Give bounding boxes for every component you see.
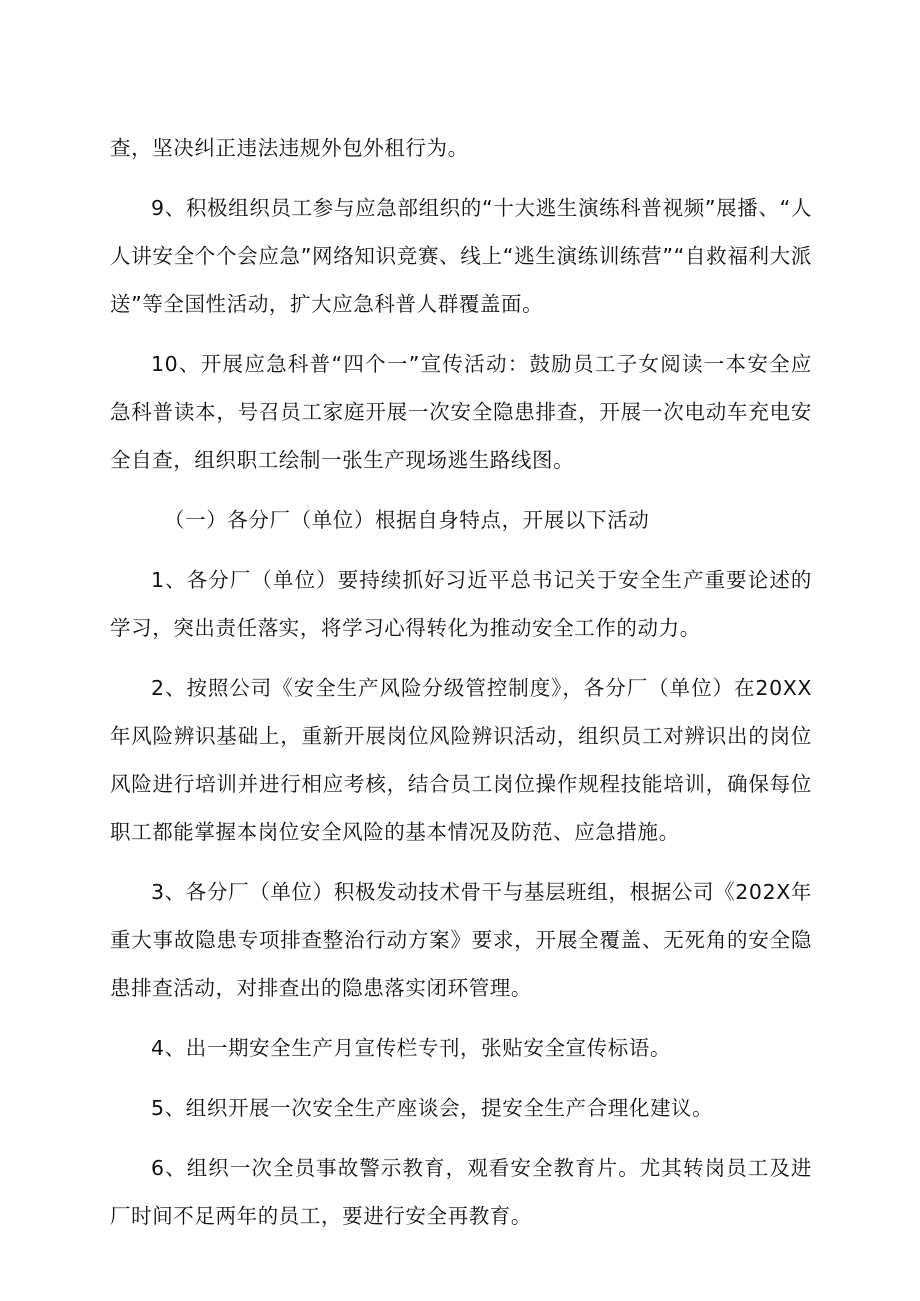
paragraph-sub-item-4: 4、出一期安全生产月宣传栏专刊，张贴安全宣传标语。 — [151, 1036, 672, 1060]
paragraph-item-9: 9、积极组织员工参与应急部组织的“十大逃生演练科普视频”展播、“人人讲安全个个会应急”网络知识竞赛、线上“逃生演练训练营”“自救福利大派送”等全国性活动，扩大应急科普人群覆盖面。 — [110, 196, 812, 316]
paragraph-sub-item-2: 2、按照公司《安全生产风险分级管控制度》，各分厂（单位）在20XX年风险辨识基础上，重新开展岗位风险辨识活动，组织员工对辨识出的岗位风险进行培训并进行相应考核，结合员工岗位操作规程技能培训，确保每位职工都能掌握本岗位安全风险的基本情况及防范、应急措施。 — [110, 676, 812, 844]
paragraph-sub-item-1: 1、各分厂（单位）要持续抓好习近平总书记关于安全生产重要论述的学习，突出责任落实，将学习心得转化为推动安全工作的动力。 — [110, 568, 812, 640]
paragraph-continuation: 查，坚决纠正违法违规外包外租行为。 — [110, 136, 469, 160]
document-body — [110, 124, 812, 1240]
section-heading: （一）各分厂（单位）根据自身特点，开展以下活动 — [164, 508, 650, 532]
paragraph-sub-item-5: 5、组织开展一次安全生产座谈会，提安全生产合理化建议。 — [151, 1096, 714, 1120]
paragraph-sub-item-3: 3、各分厂（单位）积极发动技术骨干与基层班组，根据公司《202X年重大事故隐患专项排查整治行动方案》要求，开展全覆盖、无死角的安全隐患排查活动，对排查出的隐患落实闭环管理。 — [110, 880, 812, 1000]
paragraph-item-10: 10、开展应急科普“四个一”宣传活动：鼓励员工子女阅读一本安全应急科普读本，号召员工家庭开展一次安全隐患排查，开展一次电动车充电安全自查，组织职工绘制一张生产现场逃生路线图。 — [110, 352, 812, 472]
paragraph-sub-item-6: 6、组织一次全员事故警示教育，观看安全教育片。尤其转岗员工及进厂时间不足两年的员工，要进行安全再教育。 — [110, 1156, 812, 1228]
